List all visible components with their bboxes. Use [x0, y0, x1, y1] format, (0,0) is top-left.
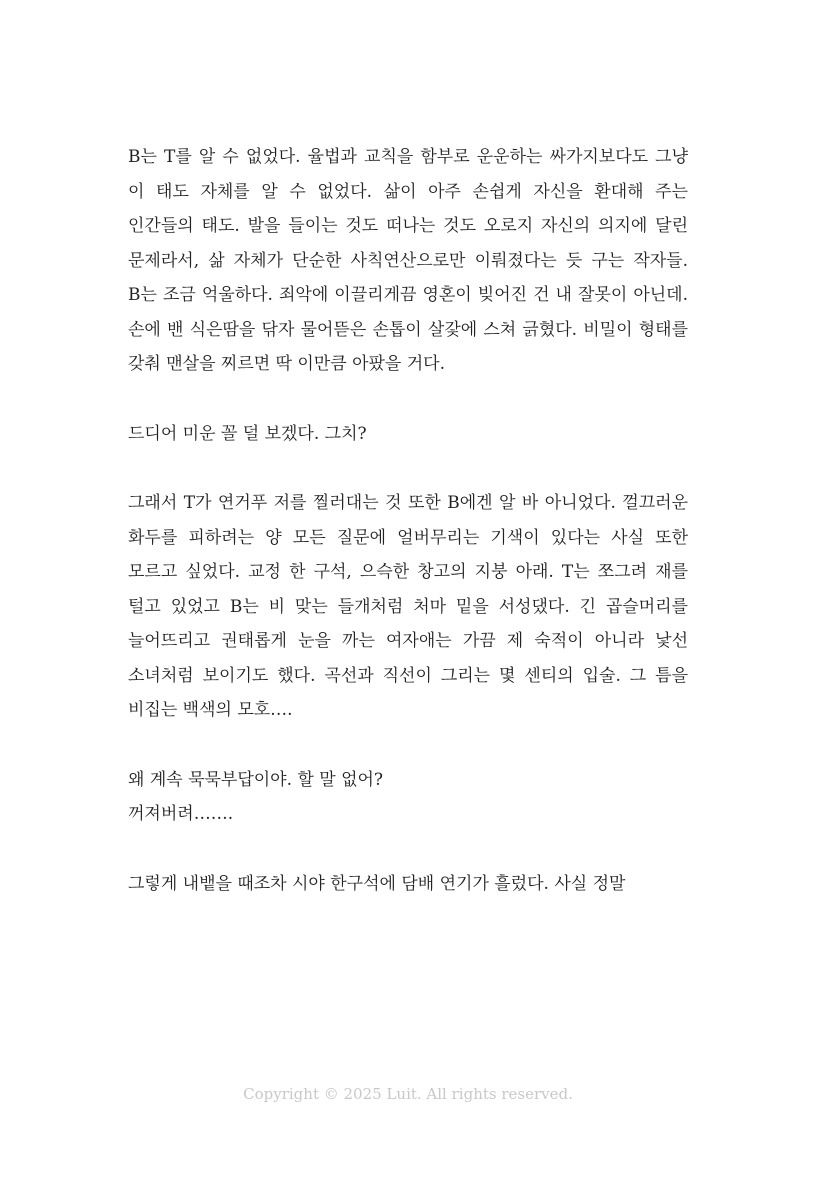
paragraph-1: B는 T를 알 수 없었다. 율법과 교칙을 함부로 운운하는 싸가지보다도 그냥 이 태도 자체를 알 수 없었다. 삶이 아주 손쉽게 자신을 환대해 주는 인간들의 태도. 발을 들이는 것도 떠나는 것도 오로지 자신의 의지에 달린 문제라서, 삶 자체가 단순한 사칙연산으로만 이뤄졌다는 듯 구는 작자들. B는 조금 억울하다. 죄악에 이끌리게끔 영혼이 빚어진 건 내 잘못이 아닌데. 손에 밴 식은땀을 닦자 물어뜯은 손톱이 살갗에 스쳐 긁혔다. 비밀이 형태를 갖춰 맨살을 찌르면 딱 이만큼 아팠을 거다. — [128, 147, 688, 374]
document-body — [128, 140, 688, 901]
paragraph-4: 그렇게 내뱉을 때조차 시야 한구석에 담배 연기가 흘렀다. 사실 정말 — [128, 873, 626, 894]
paragraph-spacer — [128, 832, 688, 867]
dialogue-line-1: 왜 계속 묵묵부답이야. 할 말 없어? — [128, 769, 384, 790]
paragraph-3: 그래서 T가 연거푸 저를 찔러대는 것 또한 B에겐 알 바 아니었다. 껄끄러운 화두를 피하려는 양 모든 질문에 얼버무리는 기색이 있다는 사실 또한 모르고 싶었다. 교정 한 구석, 으슥한 창고의 지붕 아래. T는 쪼그려 재를 털고 있었고 B는 비 맞는 들개처럼 처마 밑을 서성댔다. 긴 곱슬머리를 늘어뜨리고 권태롭게 눈을 까는 여자애는 가끔 제 숙적이 아니라 낯선 소녀처럼 보이기도 했다. 곡선과 직선이 그리는 몇 센티의 입술. 그 틈을 비집는 백색의 모호…. — [128, 493, 688, 720]
paragraph-spacer — [128, 382, 688, 417]
copyright-footer: Copyright © 2025 Luit. All rights reserved. — [243, 1085, 573, 1103]
paragraph-spacer — [128, 728, 688, 763]
dialogue-line-2: 꺼져버려……. — [128, 804, 234, 824]
paragraph-spacer — [128, 451, 688, 486]
paragraph-2: 드디어 미운 꼴 덜 보겠다. 그치? — [128, 423, 367, 444]
